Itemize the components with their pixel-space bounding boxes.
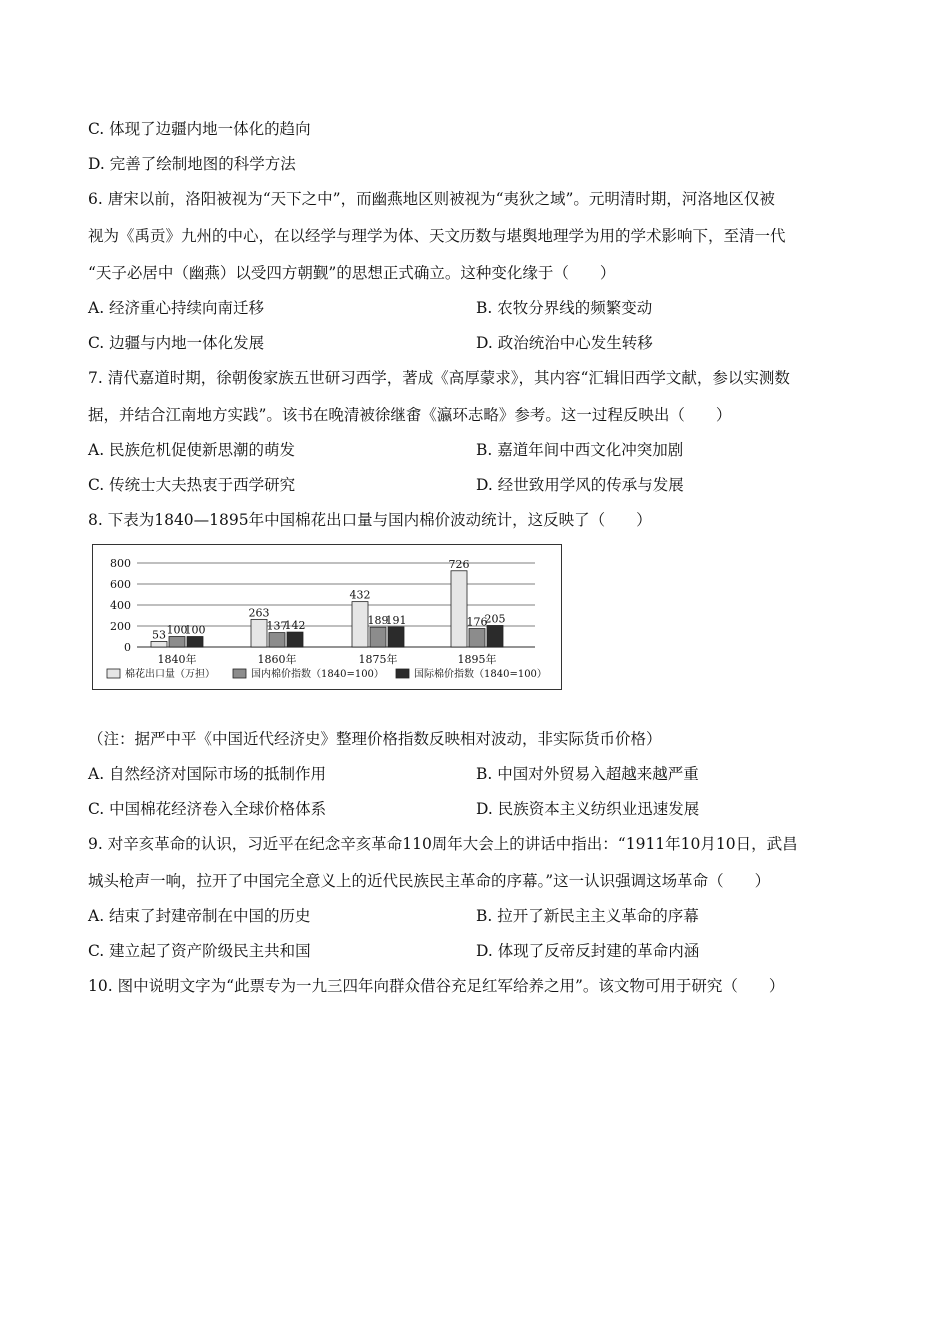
bar-1-0	[251, 619, 267, 647]
q9-option-b: B. 拉开了新民主主义革命的序幕	[476, 907, 699, 925]
y-tick-label-200: 200	[110, 620, 131, 633]
q6-stem-line2: 视为《禹贡》九州的中心，在以经学与理学为体、天文历数与堪舆地理学为用的学术影响下，至清一代	[88, 227, 786, 245]
category-label-3: 1895年	[457, 653, 497, 666]
category-label-1: 1860年	[257, 653, 297, 666]
q8-option-b: B. 中国对外贸易入超越来越严重	[476, 765, 699, 783]
data-label-1-2: 142	[284, 619, 306, 633]
bar-2-1	[370, 627, 386, 647]
q7-option-a: A. 民族危机促使新思潮的萌发	[88, 441, 296, 459]
q7-option-b: B. 嘉道年间中西文化冲突加剧	[476, 441, 684, 459]
bar-2-0	[352, 602, 368, 647]
cotton-chart	[92, 544, 562, 690]
q9-stem-line1: 9. 对辛亥革命的认识，习近平在纪念辛亥革命110周年大会上的讲话中指出：“1911年10月10日，武昌	[88, 835, 798, 853]
q7-option-c: C. 传统士大夫热衷于西学研究	[88, 476, 296, 494]
y-tick-label-400: 400	[110, 599, 131, 612]
data-label-1-1: 137	[266, 619, 288, 633]
bar-0-2	[187, 637, 203, 648]
bar-0-0	[151, 641, 167, 647]
legend-swatch-1	[233, 669, 246, 678]
q8-stem-line1: 8. 下表为1840—1895年中国棉花出口量与国内棉价波动统计，这反映了（ ）	[88, 511, 652, 529]
legend-label-1: 国内棉价指数（1840=100）	[251, 669, 384, 680]
legend-swatch-2	[396, 669, 409, 678]
bar-1-2	[287, 632, 303, 647]
category-label-0: 1840年	[157, 653, 197, 666]
bar-3-0	[451, 571, 467, 647]
y-tick-label-0: 0	[124, 641, 131, 654]
q7-stem-line2: 据，并结合江南地方实践”。该书在晚清被徐继畬《瀛环志略》参考。这一过程反映出（ ）	[88, 406, 732, 424]
data-label-3-2: 205	[484, 612, 506, 626]
q9-stem-line2: 城头枪声一响，拉开了中国完全意义上的近代民族民主革命的序幕。”这一认识强调这场革命（ ）	[88, 872, 771, 890]
q9-option-d: D. 体现了反帝反封建的革命内涵	[476, 942, 700, 960]
legend-label-2: 国际棉价指数（1840=100）	[414, 669, 547, 680]
q8-option-d: D. 民族资本主义纺织业迅速发展	[476, 800, 700, 818]
q6-option-d: D. 政治统治中心发生转移	[476, 334, 653, 352]
bar-1-1	[269, 633, 285, 647]
q6-option-a: A. 经济重心持续向南迁移	[88, 299, 265, 317]
data-label-0-1: 100	[166, 623, 188, 637]
bar-2-2	[388, 627, 404, 647]
data-label-3-1: 176	[466, 615, 488, 629]
q7-option-d: D. 经世致用学风的传承与发展	[476, 476, 684, 494]
q9-option-c: C. 建立起了资产阶级民主共和国	[88, 942, 311, 960]
bar-0-1	[169, 637, 185, 648]
q6-stem-line3: “天子必居中（幽燕）以受四方朝觐”的思想正式确立。这种变化缘于（ ）	[88, 264, 616, 282]
legend-swatch-0	[107, 669, 120, 678]
cotton-chart-svg	[93, 545, 561, 689]
q7-stem-line1: 7. 清代嘉道时期，徐朝俊家族五世研习西学，著成《高厚蒙求》，其内容“汇辑旧西学文献，参以实测数	[88, 369, 790, 387]
data-label-3-0: 726	[448, 557, 470, 571]
q5-option-d: D. 完善了绘制地图的科学方法	[88, 155, 296, 173]
q6-option-b: B. 农牧分界线的频繁变动	[476, 299, 653, 317]
bar-3-1	[469, 629, 485, 647]
data-label-0-0: 53	[152, 628, 166, 642]
category-label-2: 1875年	[358, 653, 398, 666]
q8-option-c: C. 中国棉花经济卷入全球价格体系	[88, 800, 327, 818]
legend-label-0: 棉花出口量（万担）	[125, 669, 215, 680]
data-label-0-2: 100	[184, 623, 206, 637]
data-label-2-2: 191	[385, 613, 407, 627]
q8-note: （注：据严中平《中国近代经济史》整理价格指数反映相对波动，非实际货币价格）	[88, 730, 662, 748]
q6-option-c: C. 边疆与内地一体化发展	[88, 334, 265, 352]
data-label-2-1: 189	[367, 614, 389, 628]
data-label-2-0: 432	[349, 588, 371, 602]
bar-3-2	[487, 625, 503, 647]
q5-option-c: C. 体现了边疆内地一体化的趋向	[88, 120, 311, 138]
y-tick-label-600: 600	[110, 578, 131, 591]
q10-stem-line1: 10. 图中说明文字为“此票专为一九三四年向群众借谷充足红军给养之用”。该文物可用于研究（ ）	[88, 977, 785, 995]
q8-option-a: A. 自然经济对国际市场的抵制作用	[88, 765, 327, 783]
q6-stem-line1: 6. 唐宋以前，洛阳被视为“天下之中”，而幽燕地区则被视为“夷狄之域”。元明清时期，河洛地区仅被	[88, 190, 775, 208]
y-tick-label-800: 800	[110, 557, 131, 570]
q9-option-a: A. 结束了封建帝制在中国的历史	[88, 907, 311, 925]
data-label-1-0: 263	[248, 606, 270, 620]
